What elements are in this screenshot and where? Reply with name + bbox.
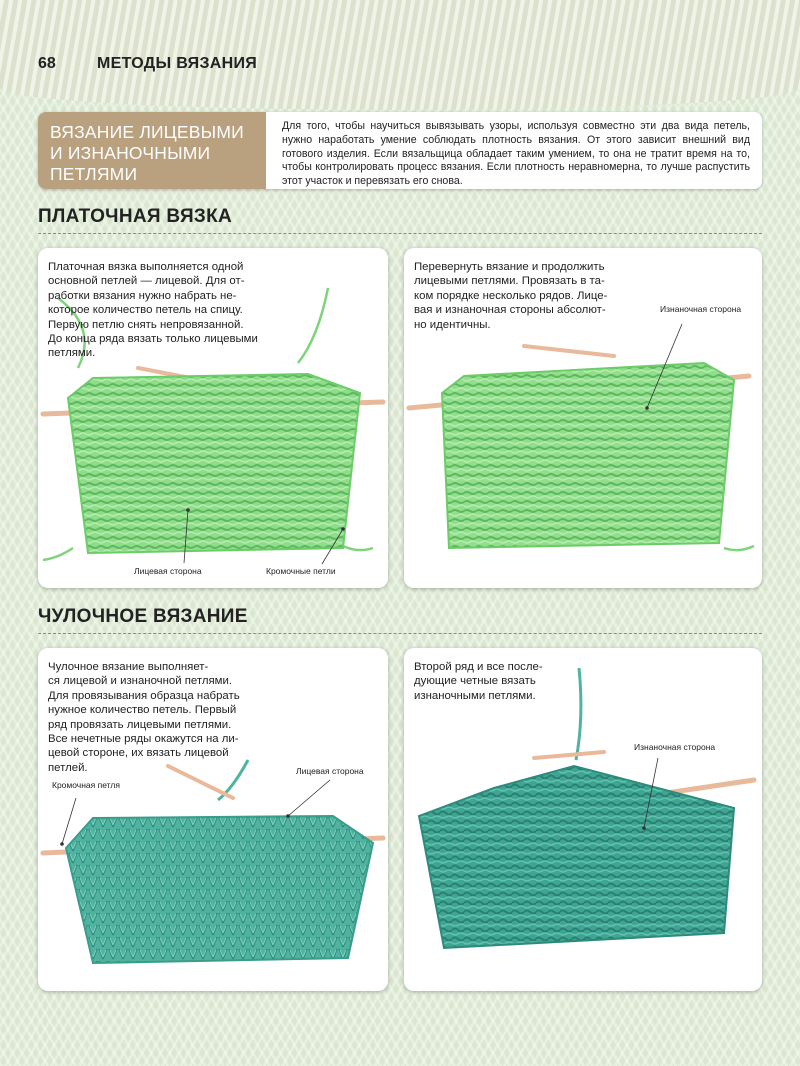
- label-front-side-stockinette: Лицевая сторона: [296, 766, 364, 776]
- intro-text: Для того, чтобы научиться вывязывать узоры, используя совместно эти два вида петель, нужно наработать умение соблюдать плотность вязания. От этого зависит внешний вид готового изделия. Если вязальщица обладает таким умением, то она не тратит время на то, чтобы контролировать процесс вязания. Если плотность неравномерна, то лучше распустить этот участок и перевязать его снова.: [266, 112, 762, 189]
- card-stockinette-back-text: Второй ряд и все после- дующие четные вязать изнаночными петлями.: [414, 661, 543, 702]
- label-back-side: Изнаночная сторона: [660, 304, 742, 314]
- label-edge-loops: Кромочные петли: [266, 566, 336, 576]
- card-stockinette-front: [38, 648, 388, 991]
- section-rule: [38, 633, 762, 634]
- section-heading-garter: ПЛАТОЧНАЯ ВЯЗКА: [38, 206, 233, 227]
- label-front-side: Лицевая сторона: [134, 566, 202, 576]
- card-garter-front-text: Платочная вязка выполняется одной основной петлей — лицевой. Для от- работки вязания нужно набрать не- которое количество петель на спицу. Первую петлю снять непровязанной. До конца ряда вязать только лицевыми петлями.: [48, 261, 258, 360]
- card-garter-front: [38, 248, 388, 588]
- section-rule: [38, 233, 762, 234]
- card-stockinette-back: [404, 648, 762, 991]
- page-number: 68: [38, 55, 56, 72]
- label-edge-loop: Кромочная петля: [52, 780, 120, 790]
- card-stockinette-front-text: Чулочное вязание выполняет- ся лицевой и изнаночной петлями. Для провязывания образца набрать нужное количество петель. Первый ряд провязать лицевыми петлями. Все нечетные ряды окажутся на ли- цевой стороне, их вязать лицевой петлей.: [48, 661, 240, 774]
- intro-box: [38, 112, 762, 189]
- running-head: МЕТОДЫ ВЯЗАНИЯ: [97, 55, 258, 72]
- section-heading-stockinette: ЧУЛОЧНОЕ ВЯЗАНИЕ: [38, 606, 248, 627]
- card-garter-back-text: Перевернуть вязание и продолжить лицевыми петлями. Провязать в та- ком порядке несколько рядов. Лице- вая и изнаночная стороны абсолют- но идентичны.: [414, 261, 608, 331]
- intro-title: ВЯЗАНИЕ ЛИЦЕВЫМИ И ИЗНАНОЧНЫМИ ПЕТЛЯМИ: [38, 112, 266, 189]
- card-garter-back: [404, 248, 762, 588]
- label-back-side-stockinette: Изнаночная сторона: [634, 742, 716, 752]
